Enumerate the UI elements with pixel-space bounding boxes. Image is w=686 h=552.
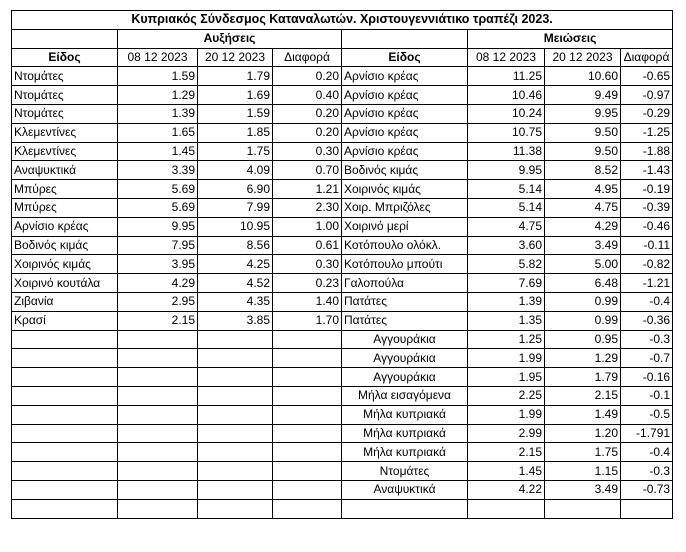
increase-date2-price: 4.52 xyxy=(198,274,273,293)
decrease-item: Αρνίσιο κρέας xyxy=(342,123,468,142)
decrease-date1-price: 10.75 xyxy=(468,123,545,142)
table-row xyxy=(12,480,673,499)
decreases-date2-col-header: 20 12 2023 xyxy=(545,48,621,67)
decrease-date2-price: 3.49 xyxy=(545,480,621,499)
table-row xyxy=(12,368,673,387)
table-row xyxy=(12,499,673,518)
decrease-diff: -0.7 xyxy=(621,349,673,368)
title-row xyxy=(12,11,673,30)
column-header-row xyxy=(12,48,673,67)
decrease-item: Αρνίσιο κρέας xyxy=(342,142,468,161)
table-row xyxy=(12,405,673,424)
increase-date2-price: 8.56 xyxy=(198,236,273,255)
decrease-item: Πατάτες xyxy=(342,311,468,330)
decrease-date1-price: 5.14 xyxy=(468,198,545,217)
empty-cell xyxy=(198,443,273,462)
decrease-date2-price: 9.49 xyxy=(545,86,621,105)
empty-cell xyxy=(198,368,273,387)
increase-item: Αναψυκτικά xyxy=(12,161,118,180)
increase-item: Κλεμεντίνες xyxy=(12,123,118,142)
increase-item: Ζιβανία xyxy=(12,292,118,311)
increase-diff: 1.21 xyxy=(273,180,342,199)
empty-cell xyxy=(273,386,342,405)
table-body xyxy=(12,11,673,519)
decrease-item: Αρνίσιο κρέας xyxy=(342,104,468,123)
decrease-date1-price: 2.15 xyxy=(468,443,545,462)
decrease-item: Χοιρινός κιμάς xyxy=(342,180,468,199)
increase-item: Μπύρες xyxy=(12,180,118,199)
decrease-diff: -1.791 xyxy=(621,424,673,443)
empty-cell xyxy=(118,405,198,424)
increase-date1-price: 1.65 xyxy=(118,123,198,142)
decrease-date1-price: 1.39 xyxy=(468,292,545,311)
decrease-diff: -0.5 xyxy=(621,405,673,424)
decrease-item: Αρνίσιο κρέας xyxy=(342,67,468,86)
decrease-item: Κοτόπουλο ολόκλ. xyxy=(342,236,468,255)
empty-cell xyxy=(273,462,342,481)
table-row xyxy=(12,67,673,86)
increase-date1-price: 3.95 xyxy=(118,255,198,274)
empty-cell xyxy=(198,330,273,349)
increase-diff: 0.20 xyxy=(273,123,342,142)
decrease-item: Γαλοπούλα xyxy=(342,274,468,293)
increase-date1-price: 2.15 xyxy=(118,311,198,330)
decrease-date2-price: 9.50 xyxy=(545,142,621,161)
increase-item: Βοδινός κιμάς xyxy=(12,236,118,255)
decrease-diff: -0.82 xyxy=(621,255,673,274)
increase-diff: 0.20 xyxy=(273,67,342,86)
decrease-diff: -1.25 xyxy=(621,123,673,142)
decrease-diff: -0.19 xyxy=(621,180,673,199)
increase-diff: 0.40 xyxy=(273,86,342,105)
decrease-item: Αγγουράκια xyxy=(342,330,468,349)
empty-cell xyxy=(198,480,273,499)
decrease-date2-price: 9.50 xyxy=(545,123,621,142)
increase-date2-price: 1.79 xyxy=(198,67,273,86)
table-row xyxy=(12,349,673,368)
empty-cell xyxy=(273,330,342,349)
decrease-date2-price: 9.95 xyxy=(545,104,621,123)
increase-date2-price: 1.59 xyxy=(198,104,273,123)
decrease-date2-price: 0.99 xyxy=(545,292,621,311)
empty-cell xyxy=(273,424,342,443)
empty-cell xyxy=(468,499,545,518)
decrease-date1-price: 5.82 xyxy=(468,255,545,274)
empty-cell xyxy=(12,424,118,443)
increase-diff: 0.30 xyxy=(273,255,342,274)
decrease-date1-price: 11.25 xyxy=(468,67,545,86)
empty-cell xyxy=(12,386,118,405)
decrease-diff: -0.36 xyxy=(621,311,673,330)
table-row xyxy=(12,424,673,443)
increase-date2-price: 1.85 xyxy=(198,123,273,142)
empty-cell xyxy=(545,499,621,518)
decrease-date2-price: 8.52 xyxy=(545,161,621,180)
decrease-diff: -0.73 xyxy=(621,480,673,499)
decrease-item: Μήλα εισαγόμενα xyxy=(342,386,468,405)
group-header-row xyxy=(12,29,673,48)
decrease-date2-price: 5.00 xyxy=(545,255,621,274)
empty-cell xyxy=(12,405,118,424)
increases-date2-col-header: 20 12 2023 xyxy=(198,48,273,67)
decrease-date2-price: 10.60 xyxy=(545,67,621,86)
increase-item: Κρασί xyxy=(12,311,118,330)
empty-cell xyxy=(621,499,673,518)
decrease-date1-price: 1.99 xyxy=(468,349,545,368)
increase-date2-price: 1.69 xyxy=(198,86,273,105)
decrease-date2-price: 1.79 xyxy=(545,368,621,387)
empty-cell xyxy=(12,368,118,387)
empty-cell xyxy=(273,405,342,424)
decrease-date2-price: 1.15 xyxy=(545,462,621,481)
decrease-date1-price: 10.24 xyxy=(468,104,545,123)
table-row xyxy=(12,123,673,142)
increases-date1-col-header: 08 12 2023 xyxy=(118,48,198,67)
empty-cell xyxy=(118,386,198,405)
increase-date1-price: 5.69 xyxy=(118,180,198,199)
increase-item: Μπύρες xyxy=(12,198,118,217)
table-row xyxy=(12,443,673,462)
decrease-date2-price: 4.29 xyxy=(545,217,621,236)
decrease-date1-price: 3.60 xyxy=(468,236,545,255)
decrease-item: Μήλα κυπριακά xyxy=(342,443,468,462)
decrease-date2-price: 2.15 xyxy=(545,386,621,405)
empty-cell xyxy=(198,349,273,368)
increase-date2-price: 1.75 xyxy=(198,142,273,161)
decrease-date1-price: 1.95 xyxy=(468,368,545,387)
empty-cell xyxy=(273,349,342,368)
table-row xyxy=(12,311,673,330)
increase-item: Ντομάτες xyxy=(12,86,118,105)
empty-cell xyxy=(118,480,198,499)
increases-item-col-header: Είδος xyxy=(12,48,118,67)
decrease-date2-price: 1.75 xyxy=(545,443,621,462)
increase-item: Κλεμεντίνες xyxy=(12,142,118,161)
increase-diff: 1.70 xyxy=(273,311,342,330)
decrease-diff: -1.43 xyxy=(621,161,673,180)
decrease-item: Αγγουράκια xyxy=(342,368,468,387)
empty-cell xyxy=(12,462,118,481)
decrease-item: Βοδινός κιμάς xyxy=(342,161,468,180)
table-row xyxy=(12,330,673,349)
decrease-diff: -1.21 xyxy=(621,274,673,293)
decrease-diff: -0.11 xyxy=(621,236,673,255)
decrease-date2-price: 4.95 xyxy=(545,180,621,199)
decrease-item: Χοιρ. Μπριζόλες xyxy=(342,198,468,217)
increase-diff: 1.00 xyxy=(273,217,342,236)
increase-date1-price: 7.95 xyxy=(118,236,198,255)
empty-cell xyxy=(342,499,468,518)
empty-cell xyxy=(273,480,342,499)
table-row xyxy=(12,386,673,405)
decrease-date2-price: 0.95 xyxy=(545,330,621,349)
empty-cell xyxy=(273,368,342,387)
empty-cell xyxy=(273,443,342,462)
empty-cell xyxy=(118,443,198,462)
decrease-diff: -0.65 xyxy=(621,67,673,86)
decrease-diff: -0.4 xyxy=(621,292,673,311)
decrease-date1-price: 1.35 xyxy=(468,311,545,330)
decrease-date2-price: 1.29 xyxy=(545,349,621,368)
table-row xyxy=(12,198,673,217)
empty-cell xyxy=(12,443,118,462)
decrease-diff: -0.3 xyxy=(621,330,673,349)
empty-cell xyxy=(273,499,342,518)
increase-date1-price: 3.39 xyxy=(118,161,198,180)
increase-date2-price: 10.95 xyxy=(198,217,273,236)
empty-cell xyxy=(198,405,273,424)
decrease-diff: -0.46 xyxy=(621,217,673,236)
increase-date1-price: 4.29 xyxy=(118,274,198,293)
increase-item: Χοιρινός κιμάς xyxy=(12,255,118,274)
empty-cell xyxy=(118,330,198,349)
decrease-item: Χοιρινό μερί xyxy=(342,217,468,236)
decreases-header: Μειώσεις xyxy=(468,29,673,48)
decrease-date1-price: 1.45 xyxy=(468,462,545,481)
increase-date2-price: 4.25 xyxy=(198,255,273,274)
empty-cell xyxy=(118,462,198,481)
decrease-item: Μήλα κυπριακά xyxy=(342,424,468,443)
empty-cell xyxy=(198,499,273,518)
decrease-item: Πατάτες xyxy=(342,292,468,311)
increase-date2-price: 6.90 xyxy=(198,180,273,199)
decrease-item: Ντομάτες xyxy=(342,462,468,481)
empty-cell xyxy=(198,386,273,405)
table-row xyxy=(12,161,673,180)
decrease-diff: -0.29 xyxy=(621,104,673,123)
increase-item: Χοιρινό κουτάλα xyxy=(12,274,118,293)
increase-date2-price: 4.35 xyxy=(198,292,273,311)
decrease-diff: -0.3 xyxy=(621,462,673,481)
decrease-date1-price: 10.46 xyxy=(468,86,545,105)
decrease-date1-price: 5.14 xyxy=(468,180,545,199)
empty-cell xyxy=(198,424,273,443)
decrease-date1-price: 2.25 xyxy=(468,386,545,405)
decrease-date1-price: 11.38 xyxy=(468,142,545,161)
decrease-item: Κοτόπουλο μπούτι xyxy=(342,255,468,274)
decrease-date2-price: 1.49 xyxy=(545,405,621,424)
table-row xyxy=(12,142,673,161)
increase-date2-price: 4.09 xyxy=(198,161,273,180)
decrease-item: Μήλα κυπριακά xyxy=(342,405,468,424)
increase-diff: 0.70 xyxy=(273,161,342,180)
empty-cell xyxy=(118,368,198,387)
increase-item: Αρνίσιο κρέας xyxy=(12,217,118,236)
empty-cell xyxy=(118,349,198,368)
decrease-date1-price: 1.25 xyxy=(468,330,545,349)
empty-cell xyxy=(118,424,198,443)
increase-date1-price: 1.45 xyxy=(118,142,198,161)
decrease-item: Αναψυκτικά xyxy=(342,480,468,499)
table-row xyxy=(12,86,673,105)
increase-date1-price: 2.95 xyxy=(118,292,198,311)
decrease-diff: -0.39 xyxy=(621,198,673,217)
increase-date1-price: 9.95 xyxy=(118,217,198,236)
table-title: Κυπριακός Σύνδεσμος Καταναλωτών. Χριστουγεννιάτικο τραπέζι 2023. xyxy=(12,11,673,30)
increase-date1-price: 5.69 xyxy=(118,198,198,217)
decrease-date1-price: 1.99 xyxy=(468,405,545,424)
increase-date1-price: 1.39 xyxy=(118,104,198,123)
increase-date2-price: 7.99 xyxy=(198,198,273,217)
decreases-date1-col-header: 08 12 2023 xyxy=(468,48,545,67)
table-row xyxy=(12,462,673,481)
decrease-date2-price: 1.20 xyxy=(545,424,621,443)
empty-cell xyxy=(12,349,118,368)
decrease-diff: -0.16 xyxy=(621,368,673,387)
empty-cell xyxy=(12,480,118,499)
decrease-item: Αγγουράκια xyxy=(342,349,468,368)
increase-diff: 1.40 xyxy=(273,292,342,311)
decrease-date2-price: 6.48 xyxy=(545,274,621,293)
decrease-date2-price: 3.49 xyxy=(545,236,621,255)
increase-item: Ντομάτες xyxy=(12,104,118,123)
increases-header: Αυξήσεις xyxy=(118,29,342,48)
empty-cell xyxy=(12,499,118,518)
increase-diff: 2.30 xyxy=(273,198,342,217)
table-row xyxy=(12,180,673,199)
increase-date2-price: 3.85 xyxy=(198,311,273,330)
increase-item: Ντομάτες xyxy=(12,67,118,86)
decrease-date1-price: 2.99 xyxy=(468,424,545,443)
table-row xyxy=(12,104,673,123)
decrease-date1-price: 7.69 xyxy=(468,274,545,293)
empty-cell xyxy=(118,499,198,518)
decreases-item-col-header: Είδος xyxy=(342,48,468,67)
increases-diff-col-header: Διαφορά xyxy=(273,48,342,67)
decrease-date1-price: 4.22 xyxy=(468,480,545,499)
decrease-date2-price: 0.99 xyxy=(545,311,621,330)
increase-diff: 0.20 xyxy=(273,104,342,123)
empty-cell xyxy=(342,29,468,48)
decrease-date1-price: 4.75 xyxy=(468,217,545,236)
price-comparison-table xyxy=(11,10,673,519)
decrease-date2-price: 4.75 xyxy=(545,198,621,217)
increase-diff: 0.30 xyxy=(273,142,342,161)
increase-diff: 0.61 xyxy=(273,236,342,255)
empty-cell xyxy=(198,462,273,481)
decreases-diff-col-header: Διαφορά xyxy=(621,48,673,67)
decrease-diff: -1.88 xyxy=(621,142,673,161)
table-row xyxy=(12,236,673,255)
table-row xyxy=(12,217,673,236)
increase-diff: 0.23 xyxy=(273,274,342,293)
decrease-diff: -0.4 xyxy=(621,443,673,462)
table-row xyxy=(12,292,673,311)
empty-cell xyxy=(12,330,118,349)
decrease-diff: -0.97 xyxy=(621,86,673,105)
decrease-diff: -0.1 xyxy=(621,386,673,405)
decrease-item: Αρνίσιο κρέας xyxy=(342,86,468,105)
empty-cell xyxy=(12,29,118,48)
decrease-date1-price: 9.95 xyxy=(468,161,545,180)
table-row xyxy=(12,255,673,274)
increase-date1-price: 1.29 xyxy=(118,86,198,105)
table-row xyxy=(12,274,673,293)
increase-date1-price: 1.59 xyxy=(118,67,198,86)
